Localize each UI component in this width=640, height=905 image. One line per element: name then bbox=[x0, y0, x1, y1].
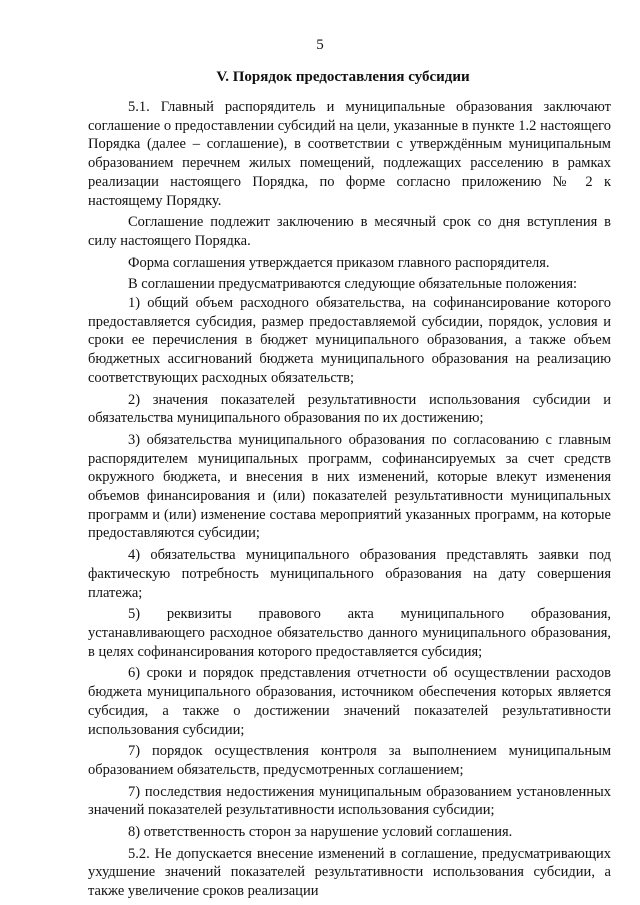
page-number: 5 bbox=[316, 37, 324, 53]
paragraph-agreement-form: Форма соглашения утверждается приказом главного распорядителя. bbox=[128, 254, 550, 271]
paragraph-5-1: 5.1. Главный распорядитель и муниципальные образования заключают соглашение о предоставлении субсидий на цели, указанные в пункте 1.2 настоящего Порядка (далее – соглашение), в соответствии с утверждённым муниципальным образованием перечнем жилых помещений, подлежащих расселению в рамках реализации настоящего Порядка, по форме согласно приложению № 2 к настоящему Порядку. bbox=[88, 99, 611, 209]
list-item-2: 2) значения показателей результативности использования субсидии и обязательства муниципального образования по их достижению; bbox=[88, 391, 611, 427]
list-item-7a: 7) порядок осуществления контроля за выполнением муниципальным образованием обязательств, предусмотренных соглашением; bbox=[88, 743, 611, 778]
list-item-5: 5) реквизиты правового акта муниципального образования, устанавливающего расходное обязательство данного муниципального образования, в целях софинансирования которого предоставляется субсидия; bbox=[88, 606, 611, 660]
list-item-6: 6) сроки и порядок представления отчетности об осуществлении расходов бюджета муниципального образования, источником обеспечения которых является субсидия, а также о достижении значений показателей результативности использования субсидии; bbox=[88, 665, 611, 738]
list-item-7b: 7) последствия недостижения муниципальным образованием установленных значений показателей результативности использования субсидии; bbox=[88, 783, 611, 819]
list-item-8: 8) ответственность сторон за нарушение условий соглашения. bbox=[128, 824, 513, 841]
paragraph-provisions-intro: В соглашении предусматриваются следующие обязательные положения: bbox=[128, 276, 578, 293]
section-title: V. Порядок предоставления субсидии bbox=[216, 69, 470, 85]
list-item-3: 3) обязательства муниципального образования по согласованию с главным распорядителем муниципальных программ, софинансируемых за счет средств окружного бюджета, и внесения в них изменений, которые влекут изменения объемов финансирования и (или) показателей результативности муниципальных программ и (или) изменение состава мероприятий указанных программ, на которые предоставляются субсидии; bbox=[88, 431, 611, 542]
paragraph-5-2: 5.2. Не допускается внесение изменений в соглашение, предусматривающих ухудшение значений показателей результативности использования субсидии, а также увеличение сроков реализации bbox=[88, 845, 611, 900]
document-body bbox=[88, 98, 611, 901]
list-item-4: 4) обязательства муниципального образования представлять заявки под фактическую потребность муниципального образования на дату совершения платежа; bbox=[88, 547, 611, 601]
list-item-1: 1) общий объем расходного обязательства, на софинансирование которого предоставляется субсидия, размер предоставляемой субсидии, порядок, условия и сроки ее перечисления в бюджет муниципального образования, а также объем бюджетных ассигнований бюджета муниципального образования на реализацию соответствующих расходных обязательств; bbox=[88, 295, 611, 386]
paragraph-agreement-term: Соглашение подлежит заключению в месячный срок со дня вступления в силу настоящего Порядка. bbox=[88, 214, 611, 249]
